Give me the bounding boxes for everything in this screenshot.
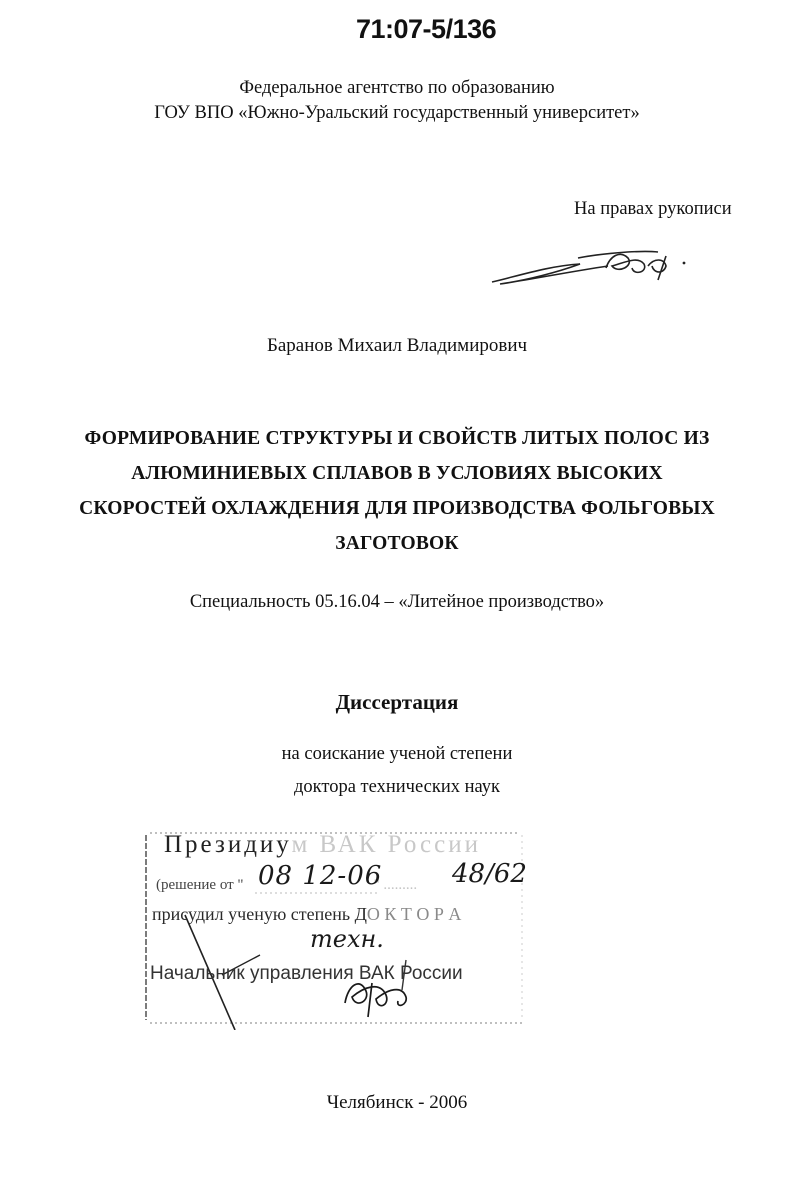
document-number: 71:07-5/136: [356, 14, 497, 44]
manuscript-note: На правах рукописи: [574, 199, 732, 219]
stamp-presidium-line: [164, 831, 481, 859]
dissertation-title-line: ЗАГОТОВОК: [335, 533, 459, 554]
stamp-degree-faded-text: О К Т О Р А: [366, 904, 462, 924]
author-signature: [488, 236, 698, 301]
stamp-decision-number: 48/62: [452, 859, 527, 889]
stamp-degree-handwritten: техн.: [310, 925, 384, 953]
stamp-presidium-faded-text: м ВАК России: [291, 831, 481, 858]
stamp-decision-label: (решение от ": [156, 877, 244, 893]
stamp-decision-faded-text: " .........: [373, 877, 418, 893]
stamp-head-line: Начальник управления ВАК России: [150, 963, 463, 984]
university-name: ГОУ ВПО «Южно-Уральский государственный университет»: [154, 103, 640, 123]
degree-line: доктора технических наук: [293, 777, 501, 797]
dissertation-title-line: АЛЮМИНИЕВЫХ СПЛАВОВ В УСЛОВИЯХ ВЫСОКИХ: [131, 463, 663, 484]
agency-name: Федеральное агентство по образованию: [239, 78, 555, 98]
stamp-presidium-text: Президиу: [164, 831, 292, 858]
stamp-decision-date: 08 12-06: [258, 861, 383, 891]
degree-line: на соискание ученой степени: [281, 744, 513, 764]
stamp-degree-line: [152, 904, 461, 925]
specialty-line: Специальность 05.16.04 – «Литейное производство»: [189, 592, 605, 612]
dissertation-title-line: ФОРМИРОВАНИЕ СТРУКТУРЫ И СВОЙСТВ ЛИТЫХ ПОЛОС ИЗ: [84, 428, 710, 449]
stamp-degree-label: присудил ученую степень Д: [152, 904, 367, 924]
city-year: Челябинск - 2006: [326, 1092, 468, 1113]
document-type-heading: Диссертация: [335, 690, 459, 714]
author-name: Баранов Михаил Владимирович: [266, 335, 528, 356]
vak-stamp: [140, 825, 530, 1030]
dissertation-title-line: СКОРОСТЕЙ ОХЛАЖДЕНИЯ ДЛЯ ПРОИЗВОДСТВА ФОЛЬГОВЫХ: [79, 498, 715, 519]
